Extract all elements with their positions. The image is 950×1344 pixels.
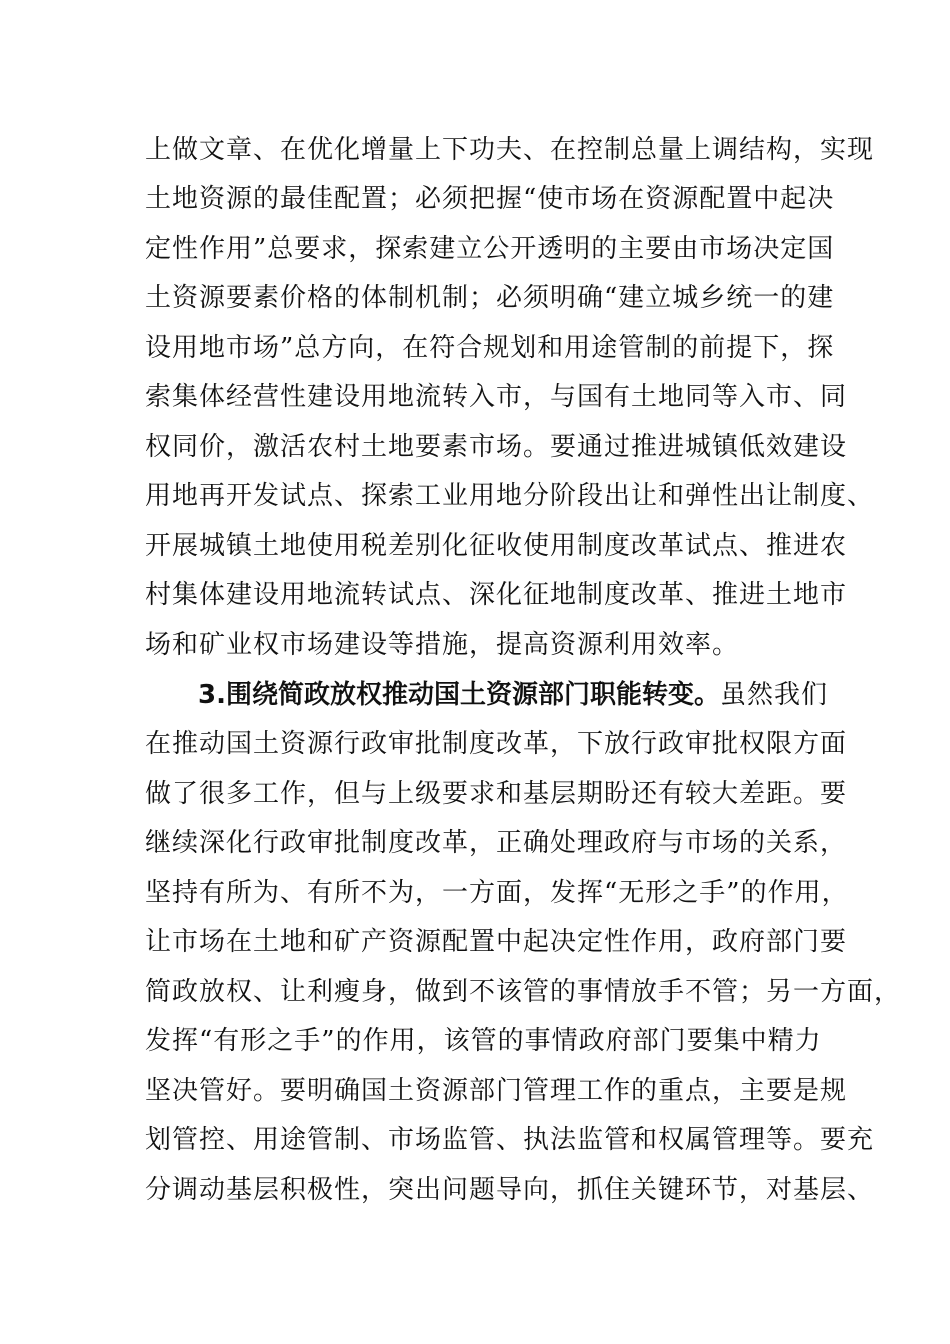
paragraph-1-line: 村集体建设用地流转试点、深化征地制度改革、推进土地市 [145,580,848,610]
paragraph-2-line: 划管控、用途管制、市场监管、执法监管和权属管理等。要充 [145,1125,875,1155]
paragraph-2-line: 坚持有所为、有所不为，一方面，发挥“无形之手”的作用， [145,878,849,908]
paragraph-2-first-line [198,677,828,713]
paragraph-1-line: 定性作用”总要求，探索建立公开透明的主要由市场决定国 [145,234,835,264]
paragraph-1-line: 场和矿业权市场建设等措施，提高资源利用效率。 [145,630,740,660]
paragraph-2-line: 简政放权、让利瘦身，做到不该管的事情放手不管；另一方面， [145,977,902,1007]
paragraph-2-line: 继续深化行政审批制度改革，正确处理政府与市场的关系， [145,828,848,858]
paragraph-2-text: 虽然我们 [719,680,828,710]
paragraph-1-line: 上做文章、在优化增量上下功夫、在控制总量上调结构，实现 [145,135,875,165]
paragraph-2-line: 分调动基层积极性，突出问题导向，抓住关键环节，对基层、 [145,1175,875,1205]
paragraph-1-line: 土地资源的最佳配置；必须把握“使市场在资源配置中起决 [145,184,835,214]
paragraph-2-line: 做了很多工作，但与上级要求和基层期盼还有较大差距。要 [145,779,848,809]
paragraph-2-line: 在推动国土资源行政审批制度改革，下放行政审批权限方面 [145,729,848,759]
paragraph-1-line: 索集体经营性建设用地流转入市，与国有土地同等入市、同 [145,382,848,412]
paragraph-1-line: 用地再开发试点、探索工业用地分阶段出让和弹性出让制度、 [145,481,875,511]
paragraph-2-line: 坚决管好。要明确国土资源部门管理工作的重点，主要是规 [145,1076,848,1106]
paragraph-2-line: 让市场在土地和矿产资源配置中起决定性作用，政府部门要 [145,927,848,957]
paragraph-1-line: 开展城镇土地使用税差别化征收使用制度改革试点、推进农 [145,531,848,561]
paragraph-1-line: 土资源要素价格的体制机制；必须明确“建立城乡统一的建 [145,283,835,313]
paragraph-1-line: 设用地市场”总方向，在符合规划和用途管制的前提下，探 [145,333,835,363]
section-heading: 3.围绕简政放权推动国土资源部门职能转变。 [198,680,720,710]
paragraph-2-line: 发挥“有形之手”的作用，该管的事情政府部门要集中精力 [145,1026,822,1056]
paragraph-1-line: 权同价，激活农村土地要素市场。要通过推进城镇低效建设 [145,432,848,462]
